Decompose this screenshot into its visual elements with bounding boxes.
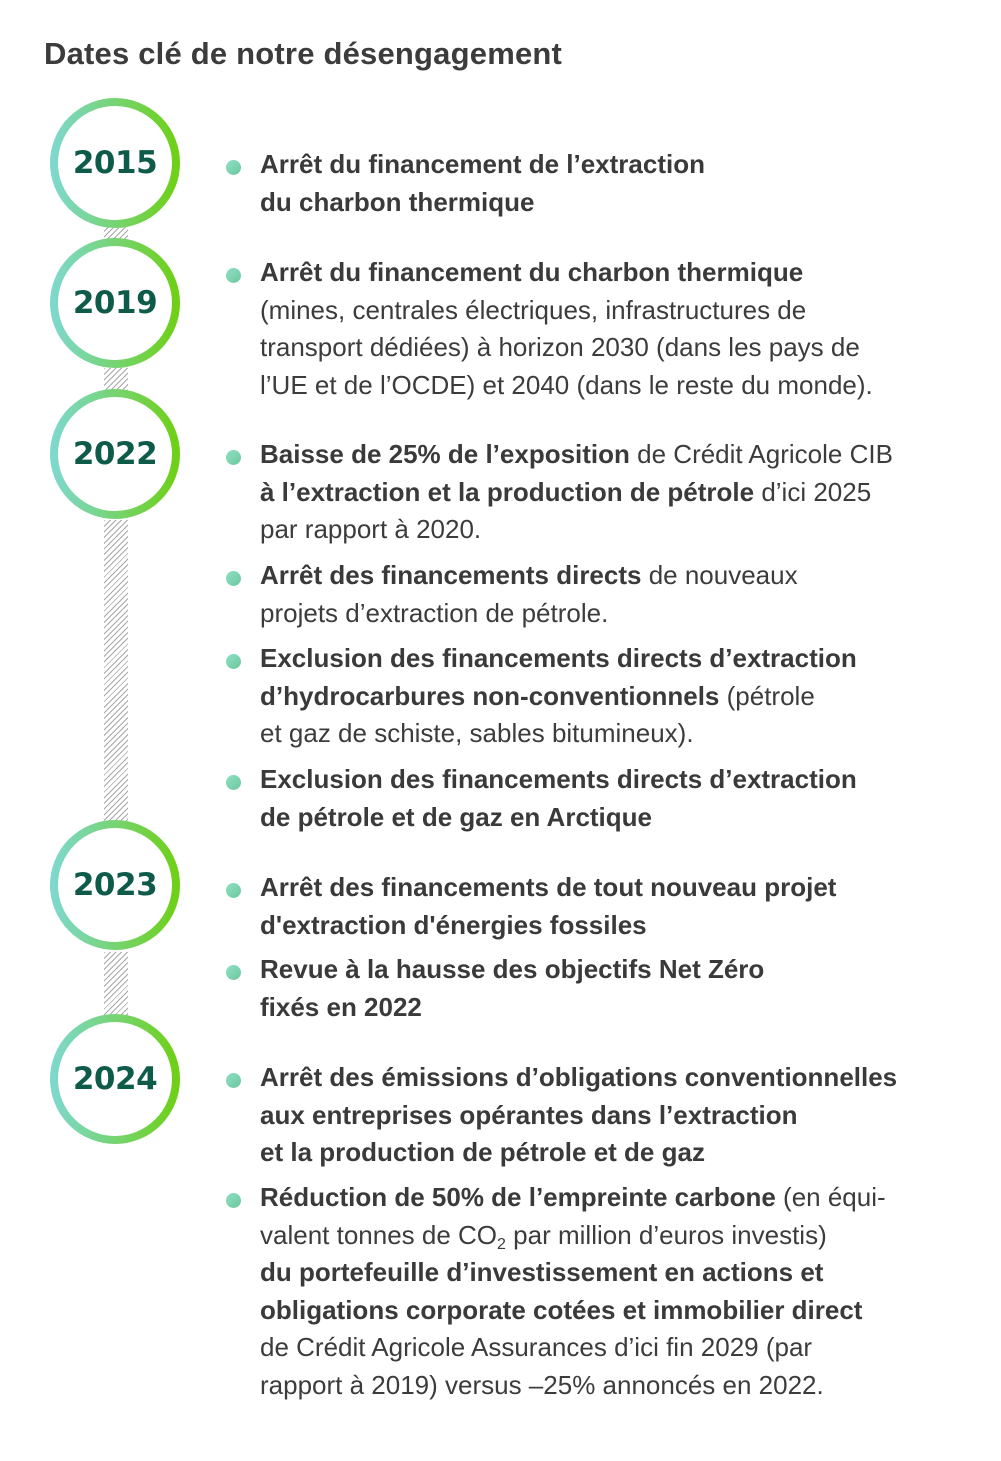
item-text-bold: Exclusion des financements directs d’extraction xyxy=(260,764,857,794)
bullet-dot-icon xyxy=(226,1193,241,1208)
bullet-dot-icon xyxy=(226,571,241,586)
year-label: 2024 xyxy=(72,1061,158,1097)
timeline-item xyxy=(260,254,990,404)
timeline-item xyxy=(260,869,990,944)
item-text-bold: d'extraction d'énergies fossiles xyxy=(260,909,647,940)
item-text-bold: Arrêt du financement de l’extraction xyxy=(260,149,705,179)
year-label: 2019 xyxy=(72,285,158,321)
item-text: et gaz de schiste, sables bitumineux). xyxy=(260,718,694,748)
timeline-item xyxy=(260,557,990,632)
item-text: par rapport à 2020. xyxy=(260,514,482,544)
item-text-bold: Arrêt du financement du charbon thermique xyxy=(260,257,804,287)
timeline-item xyxy=(260,146,990,221)
year-label: 2023 xyxy=(72,867,158,903)
year-marker-2019 xyxy=(49,237,181,369)
item-text-bold: Arrêt des émissions d’obligations conventionnelles xyxy=(260,1062,898,1092)
item-text-bold: du charbon thermique xyxy=(260,186,535,217)
year-marker-2022 xyxy=(49,388,181,520)
year-marker-2015 xyxy=(49,97,181,229)
item-text: transport dédiées) à horizon 2030 (dans les pays de xyxy=(260,332,860,362)
year-label: 2015 xyxy=(72,145,158,181)
item-text: de Crédit Agricole CIB xyxy=(629,439,893,469)
bullet-dot-icon xyxy=(226,450,241,465)
item-text-bold: d’hydrocarbures non-conventionnels xyxy=(260,680,720,711)
timeline-item xyxy=(260,1179,990,1404)
bullet-dot-icon xyxy=(226,654,241,669)
item-text: par million d’euros investis) xyxy=(505,1219,827,1250)
item-text-bold: Arrêt des financements de tout nouveau projet xyxy=(260,872,837,902)
item-text-bold: obligations corporate cotées et immobilier direct xyxy=(260,1294,863,1325)
item-text-bold: de pétrole et de gaz en Arctique xyxy=(260,801,653,832)
item-text-bold: du portefeuille d’investissement en actions et xyxy=(260,1257,824,1287)
timeline-item xyxy=(260,436,990,549)
item-text-bold: et la production de pétrole et de gaz xyxy=(260,1137,705,1167)
item-text: (en équi- xyxy=(775,1182,886,1212)
item-text: (mines, centrales électriques, infrastructures de xyxy=(260,294,807,325)
item-text: d’ici 2025 xyxy=(754,476,872,507)
item-text: valent tonnes de CO xyxy=(260,1219,498,1250)
timeline-connector-4 xyxy=(104,952,128,1018)
timeline-item xyxy=(260,640,990,753)
item-text-bold: Exclusion des financements directs d’extraction xyxy=(260,643,857,673)
timeline-item xyxy=(260,951,990,1026)
item-text-bold: aux entreprises opérantes dans l’extraction xyxy=(260,1099,798,1130)
item-text: projets d’extraction de pétrole. xyxy=(260,597,609,628)
year-marker-2023 xyxy=(49,819,181,951)
bullet-dot-icon xyxy=(226,883,241,898)
timeline-item xyxy=(260,1059,990,1172)
bullet-dot-icon xyxy=(226,268,241,283)
item-text-bold: Baisse de 25% de l’exposition xyxy=(260,439,630,469)
year-label: 2022 xyxy=(72,436,158,472)
item-text: de Crédit Agricole Assurances d’ici fin 2029 (par xyxy=(260,1332,813,1362)
timeline-connector-3 xyxy=(104,520,128,825)
bullet-dot-icon xyxy=(226,1073,241,1088)
bullet-dot-icon xyxy=(226,775,241,790)
timeline-item xyxy=(260,761,990,836)
bullet-dot-icon xyxy=(226,160,241,175)
item-text-bold: à l’extraction et la production de pétrole xyxy=(260,476,755,507)
page-title: Dates clé de notre désengagement xyxy=(44,36,563,71)
item-text: 2 xyxy=(497,1235,506,1253)
item-text: de nouveaux xyxy=(641,560,798,590)
item-text: rapport à 2019) versus –25% annoncés en 2022. xyxy=(260,1369,824,1400)
item-text: l’UE et de l’OCDE) et 2040 (dans le reste du monde). xyxy=(260,369,873,400)
item-text-bold: Réduction de 50% de l’empreinte carbone xyxy=(260,1182,776,1212)
item-text-bold: Revue à la hausse des objectifs Net Zéro xyxy=(260,954,765,984)
item-text-bold: Arrêt des financements directs xyxy=(260,560,642,590)
bullet-dot-icon xyxy=(226,965,241,980)
year-marker-2024 xyxy=(49,1013,181,1145)
item-text: (pétrole xyxy=(719,680,815,711)
item-text-bold: fixés en 2022 xyxy=(260,991,422,1022)
